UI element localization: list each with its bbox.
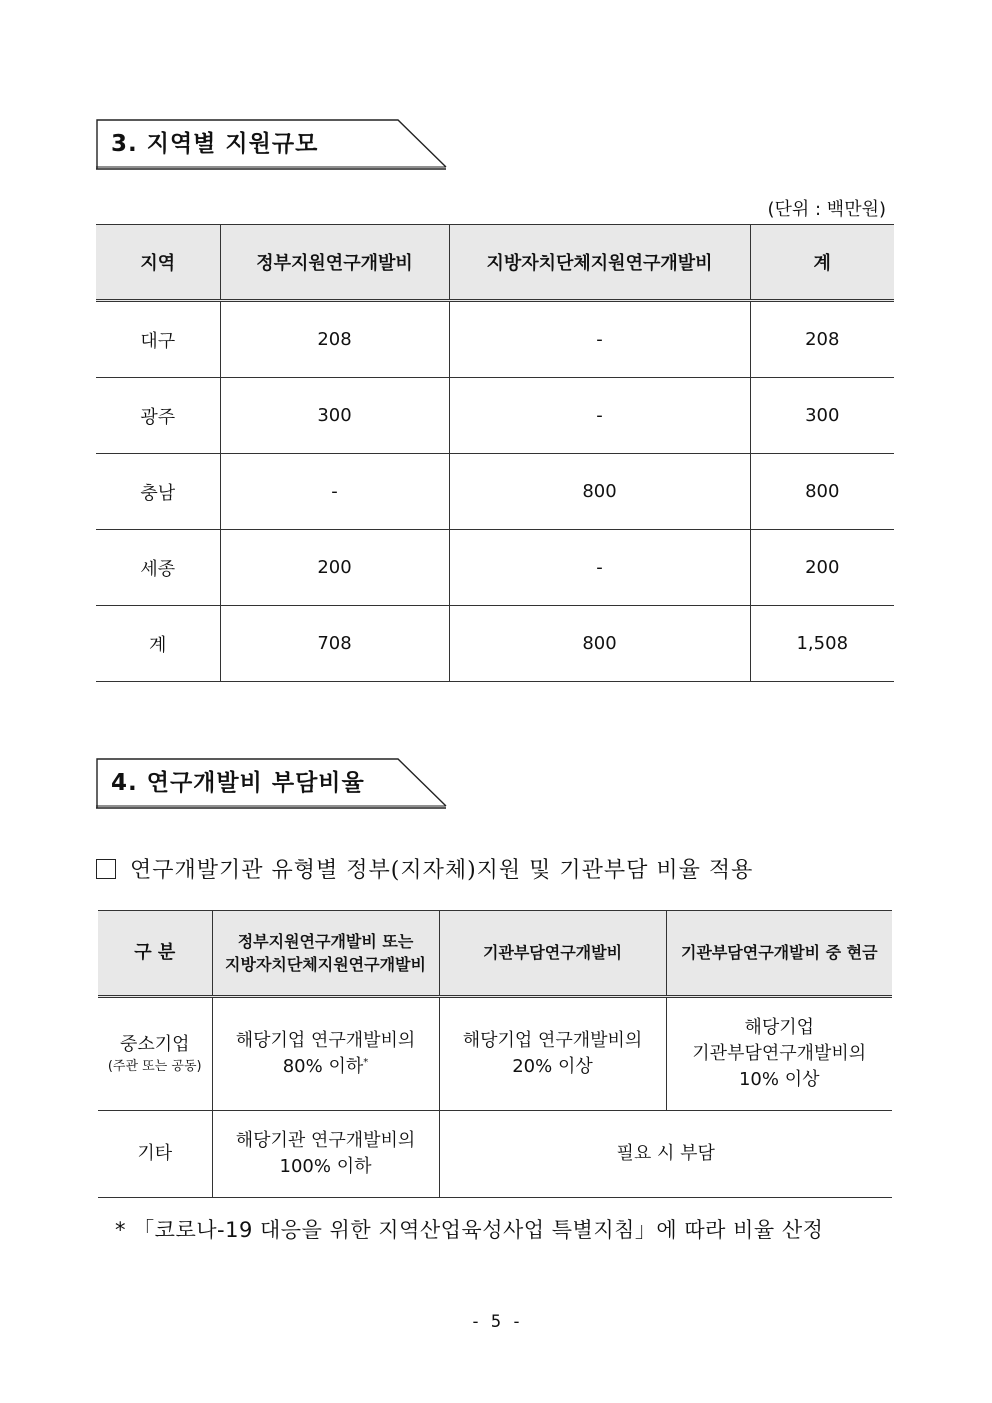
checkbox-bullet-icon [96, 859, 116, 879]
header-line: 정부지원연구개발비 또는 [237, 931, 414, 951]
cell-local: - [449, 530, 750, 606]
cell-value: 80% 이하 [282, 1056, 364, 1077]
footnote: * 「코로나-19 대응을 위한 지역산업육성사업 특별지침」에 따라 비율 산정 [115, 1218, 824, 1242]
cell-gov: 200 [220, 530, 449, 606]
section-3-title: 3. 지역별 지원규모 [111, 131, 319, 157]
cell-line [213, 1054, 439, 1080]
unit-label: (단위 : 백만원) [767, 199, 886, 220]
cell-gov-support [212, 997, 439, 1111]
section-4-heading [96, 758, 446, 808]
table-header-row [96, 225, 894, 301]
cell-local: 800 [449, 606, 750, 682]
cell-local: - [449, 378, 750, 454]
table-header-row [98, 911, 892, 997]
header-cash-share: 기관부담연구개발비 중 현금 [666, 911, 892, 997]
cell-cash-share [666, 997, 892, 1111]
header-local-rnd: 지방자치단체지원연구개발비 [449, 225, 750, 301]
table-row [96, 378, 894, 454]
lead-paragraph [96, 853, 753, 884]
table-row [98, 997, 892, 1111]
table-row [98, 1111, 892, 1198]
cell-line: 해당기업 [744, 1016, 815, 1038]
cell-gov: 208 [220, 301, 449, 378]
cell-region: 세종 [96, 530, 220, 606]
cell-gov-support [212, 1111, 439, 1198]
cell-line: 해당기업 연구개발비의 [235, 1029, 416, 1051]
cell-line: 100% 이하 [279, 1156, 372, 1177]
page-number: - 5 - [470, 1312, 522, 1332]
cell-region: 대구 [96, 301, 220, 378]
cell-line: 해당기업 연구개발비의 [462, 1029, 643, 1051]
regional-support-table [96, 224, 894, 682]
cell-total: 208 [750, 301, 894, 378]
header-total: 계 [750, 225, 894, 301]
header-line: 지방자치단체지원연구개발비 [225, 955, 426, 974]
cell-line: 해당기관 연구개발비의 [235, 1129, 416, 1151]
table-row [96, 454, 894, 530]
cell-category: 기타 [98, 1111, 212, 1198]
cell-total: 1,508 [750, 606, 894, 682]
cell-institution-share-merged: 필요 시 부담 [439, 1111, 892, 1198]
cell-gov: 300 [220, 378, 449, 454]
section-4-title: 4. 연구개발비 부담비율 [111, 770, 365, 796]
header-gov-rnd: 정부지원연구개발비 [220, 225, 449, 301]
cell-local: 800 [449, 454, 750, 530]
header-region: 지역 [96, 225, 220, 301]
table-row [96, 301, 894, 378]
table-total-row [96, 606, 894, 682]
cell-gov: 708 [220, 606, 449, 682]
cell-total: 200 [750, 530, 894, 606]
cell-line: 기관부담연구개발비의 [692, 1042, 867, 1064]
cell-line: 10% 이상 [738, 1069, 820, 1091]
table-row [96, 530, 894, 606]
cell-gov: - [220, 454, 449, 530]
cell-local: - [449, 301, 750, 378]
cost-share-table [98, 910, 892, 1198]
cell-total: 300 [750, 378, 894, 454]
header-category: 구 분 [98, 911, 212, 997]
cell-line: 20% 이상 [512, 1056, 593, 1077]
cell-region: 충남 [96, 454, 220, 530]
cell-region: 광주 [96, 378, 220, 454]
footnote-marker: * [363, 1057, 369, 1068]
header-institution-share: 기관부담연구개발비 [439, 911, 666, 997]
lead-text: 연구개발기관 유형별 정부(지자체)지원 및 기관부담 비율 적용 [130, 858, 754, 883]
category-sublabel: (주관 또는 공동) [107, 1058, 202, 1074]
section-3-heading [96, 119, 446, 169]
header-gov-support [212, 911, 439, 997]
cell-region: 계 [96, 606, 220, 682]
cell-total: 800 [750, 454, 894, 530]
cell-category [98, 997, 212, 1111]
cell-institution-share [439, 997, 666, 1111]
category-label: 중소기업 [119, 1033, 190, 1055]
